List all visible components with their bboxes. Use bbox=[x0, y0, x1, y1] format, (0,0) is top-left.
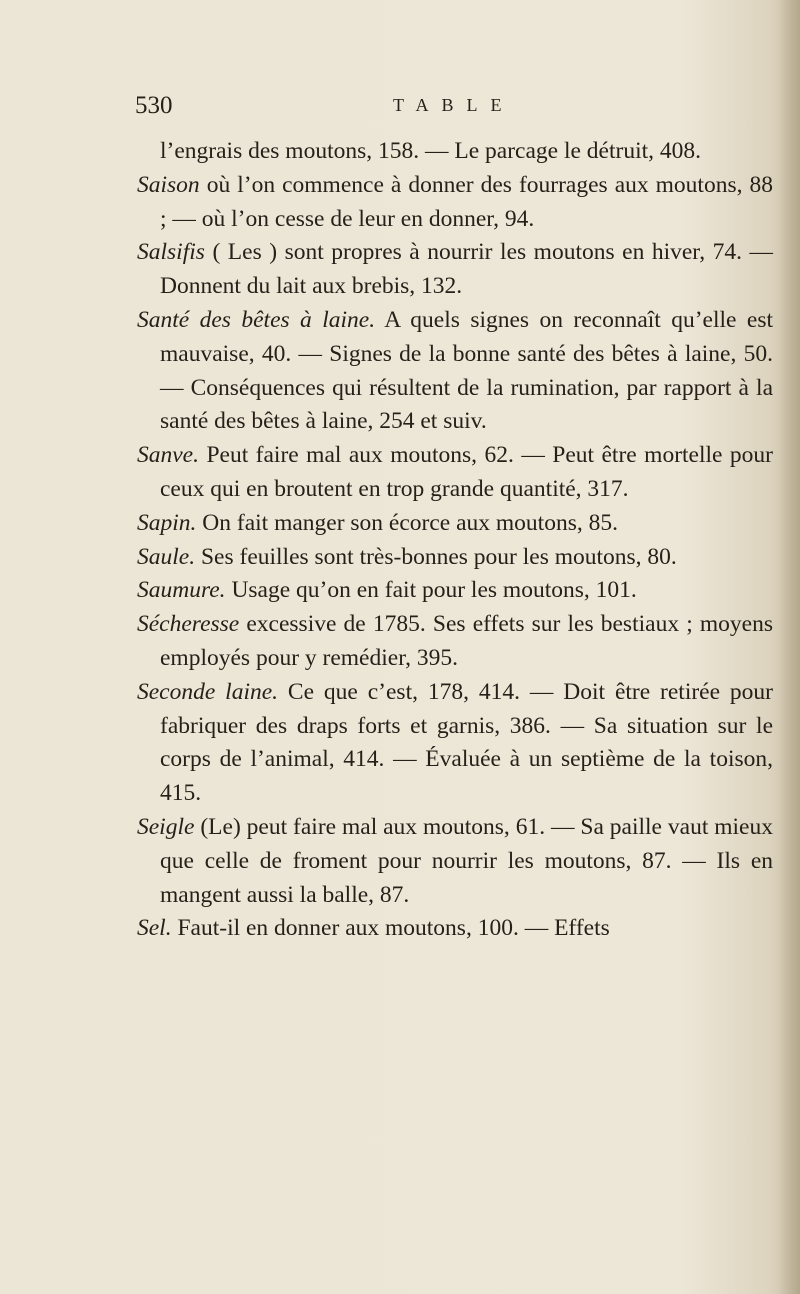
index-entry bbox=[137, 912, 773, 946]
entry-headword: Saule. bbox=[137, 543, 196, 570]
index-entry bbox=[137, 135, 773, 169]
entry-text: (Le) peut faire mal aux moutons, 61. — Sa paille vaut mieux que celle de froment pour nourrir les moutons, 87. — Ils en mangent aussi la balle, 87. bbox=[160, 813, 773, 908]
entry-text: excessive de 1785. Ses effets sur les bestiaux ; moyens employés pour y remédier, 395. bbox=[160, 611, 773, 671]
entry-headword: Sanve. bbox=[137, 442, 199, 469]
entry-headword: Seconde laine. bbox=[137, 678, 279, 705]
index-entry bbox=[137, 169, 773, 237]
index-entries bbox=[137, 135, 773, 946]
entry-text: l’engrais des moutons, 158. — Le parcage le détruit, 408. bbox=[160, 138, 702, 164]
entry-headword: Saison bbox=[137, 171, 200, 198]
entry-text: On fait manger son écorce aux moutons, 85. bbox=[196, 509, 618, 536]
entry-headword: Seigle bbox=[137, 813, 195, 840]
entry-headword: Saumure. bbox=[137, 577, 226, 604]
running-title: TABLE bbox=[393, 95, 515, 115]
index-entry bbox=[137, 811, 773, 912]
entry-headword: Santé des bêtes à laine. bbox=[137, 306, 376, 333]
index-entry bbox=[137, 304, 773, 439]
entry-text: A quels signes on reconnaît qu’elle est mauvaise, 40. — Signes de la bonne santé des bêtes à laine, 50. — Conséquences qui résultent de la rumination, par rapport à la santé des bêtes à laine, 254 et suiv. bbox=[160, 306, 773, 435]
entry-headword: Sel. bbox=[137, 915, 172, 942]
entry-text: ( Les ) sont propres à nourrir les moutons en hiver, 74. — Donnent du lait aux brebis, 132. bbox=[160, 239, 773, 300]
entry-headword: Sécheresse bbox=[137, 611, 240, 638]
page-header bbox=[135, 92, 735, 132]
entry-text: Ses feuilles sont très-bonnes pour les moutons, 80. bbox=[195, 543, 677, 570]
index-entry bbox=[137, 507, 773, 541]
index-entry bbox=[137, 676, 773, 811]
entry-headword: Salsifis bbox=[137, 239, 205, 266]
entry-text: Ce que c’est, 178, 414. — Doit être retirée pour fabriquer des draps forts et garnis, 386. — Sa situation sur le corps de l’animal, 414. — Évaluée à un septième de la toison, 415. bbox=[160, 678, 774, 807]
index-entry bbox=[137, 439, 773, 507]
page-number: 530 bbox=[135, 92, 173, 119]
index-entry bbox=[137, 541, 773, 575]
entry-text: Faut-il en donner aux moutons, 100. — Effets bbox=[171, 915, 610, 942]
entry-text: où l’on commence à donner des fourrages aux moutons, 88 ; — où l’on cesse de leur en donner, 94. bbox=[160, 171, 773, 232]
page-edge-shadow bbox=[778, 0, 800, 1294]
index-entry bbox=[137, 574, 773, 608]
entry-headword: Sapin. bbox=[137, 509, 197, 536]
index-entry bbox=[137, 236, 773, 304]
index-entry bbox=[137, 608, 773, 676]
entry-text: Peut faire mal aux moutons, 62. — Peut être mortelle pour ceux qui en broutent en trop grande quantité, 317. bbox=[160, 442, 773, 502]
entry-text: Usage qu’on en fait pour les moutons, 101. bbox=[225, 577, 637, 604]
